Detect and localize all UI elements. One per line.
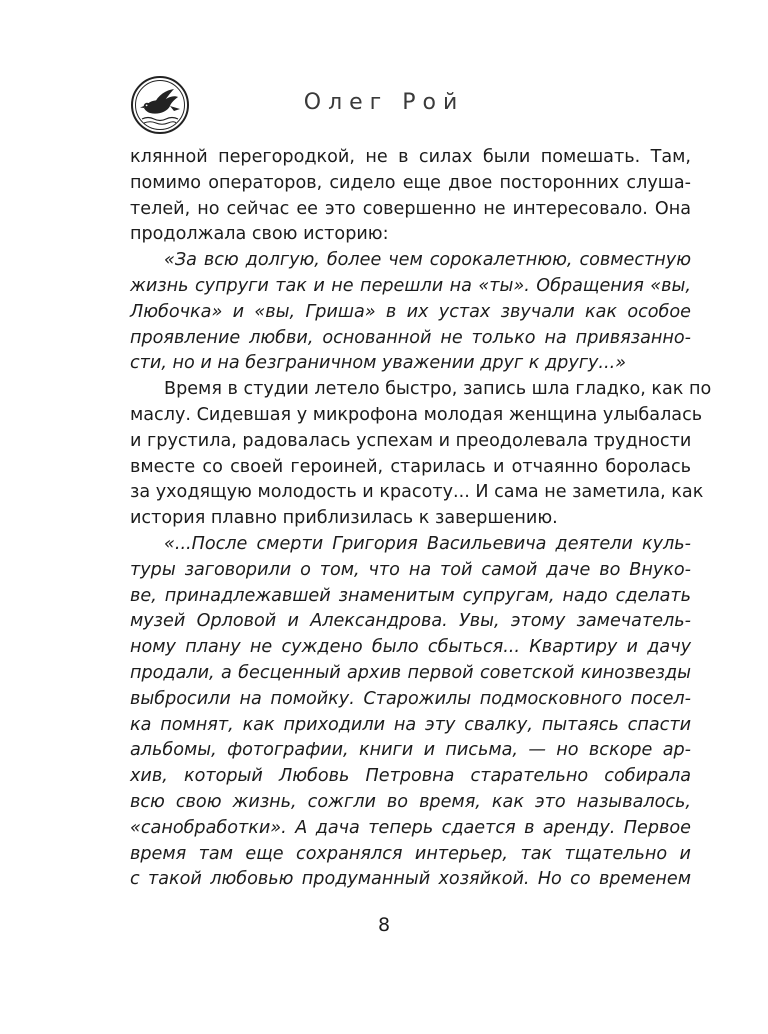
text-line: сти, но и на безграничном уважении друг к другу...» [130, 353, 627, 374]
text-line: помимо операторов, сидело еще двое посторонних слуша- [130, 172, 691, 193]
text-line: продали, а бесценный архив первой советской кинозвезды [130, 662, 691, 683]
text-line: телей, но сейчас ее это совершенно не интересовало. Она [130, 198, 691, 219]
text-line: Любочка» и «вы, Гриша» в их устах звучали как особое [130, 301, 691, 322]
text-line: за уходящую молодость и красоту... И сама не заметила, как [130, 482, 704, 503]
body-text [130, 145, 712, 893]
running-header-author: Олег Рой [303, 90, 465, 115]
text-line: с такой любовью продуманный хозяйкой. Но со временем [130, 869, 691, 890]
text-line: ве, принадлежавшей знаменитым супругам, надо сделать [130, 585, 691, 606]
text-line: Время в студии летело быстро, запись шла гладко, как по [164, 379, 712, 400]
text-line: музей Орловой и Александрова. Увы, этому замечатель- [130, 611, 691, 632]
text-line: жизнь супруги так и не перешли на «ты». Обращения «вы, [130, 275, 691, 296]
text-line: проявление любви, основанной не только на привязанно- [130, 327, 691, 348]
text-line: «санобработки». А дача теперь сдается в аренду. Первое [130, 817, 691, 838]
text-line: маслу. Сидевшая у микрофона молодая женщина улыбалась [130, 404, 703, 425]
text-line: ка помнят, как приходили на эту свалку, пытаясь спасти [130, 714, 691, 735]
text-line: клянной перегородкой, не в силах были помешать. Там, [130, 147, 691, 167]
text-line: вместе со своей героиней, старилась и отчаянно боролась [130, 456, 691, 477]
text-line: продолжала свою историю: [130, 224, 389, 245]
text-line: время там еще сохранялся интерьер, так тщательно и [130, 843, 691, 864]
text-line: туры заговорили о том, что на той самой даче во Внуко- [130, 559, 691, 580]
text-line: альбомы, фотографии, книги и письма, — но вскоре ар- [130, 740, 691, 761]
text-line: «За всю долгую, более чем сорокалетнюю, совместную [164, 250, 691, 271]
text-line: и грустила, радовалась успехам и преодолевала трудности [130, 430, 692, 451]
text-line: ному плану не суждено было сбыться... Квартиру и дачу [130, 637, 691, 658]
text-line: хив, который Любовь Петровна старательно собирала [130, 766, 691, 787]
text-line: «...После смерти Григория Васильевича деятели куль- [164, 533, 691, 554]
text-line: выбросили на помойку. Старожилы подмосковного посел- [130, 688, 691, 709]
text-line: история плавно приблизилась к завершению. [130, 508, 558, 529]
text-line: всю свою жизнь, сожгли во время, как это называлось, [130, 791, 691, 812]
page-number: 8 [377, 914, 391, 936]
